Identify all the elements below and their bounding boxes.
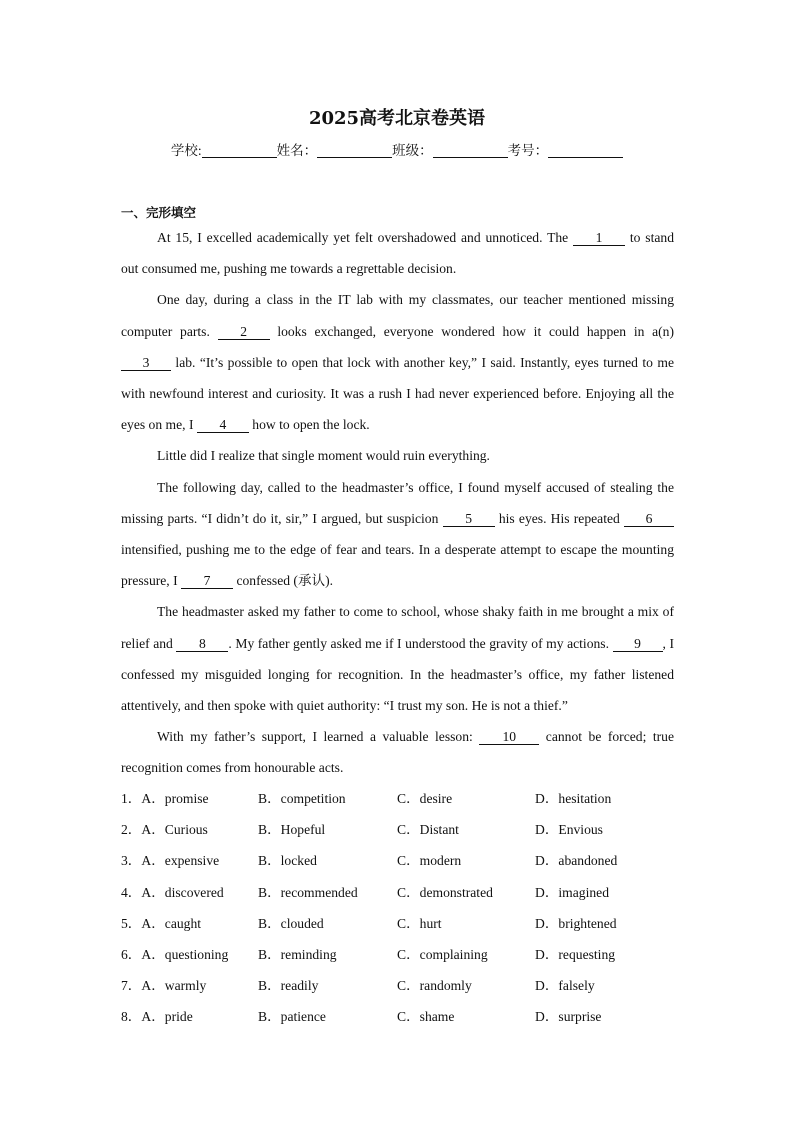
text: looks exchanged, everyone wondered how it could happen in a(n) — [277, 323, 674, 339]
option-d[interactable]: D．Envious — [535, 822, 603, 838]
text: With my father’s support, I learned a valuable lesson: — [157, 729, 473, 745]
option-c[interactable]: C．complaining — [397, 946, 488, 962]
school-label: 学校: — [170, 143, 202, 158]
option-a[interactable]: 2．A．Curious — [121, 822, 208, 838]
text: how to open the lock. — [252, 417, 370, 433]
blank-4: 4 — [197, 417, 249, 433]
option-b[interactable]: B．Hopeful — [258, 822, 326, 838]
section-title: 一、完形填空 — [121, 205, 197, 220]
option-c[interactable]: C．modern — [397, 853, 462, 869]
text: One day, during a class in the IT lab with my classmates, our teacher mentioned missing computer parts. — [121, 292, 674, 339]
option-b[interactable]: B．clouded — [258, 915, 324, 931]
question-4-options — [121, 877, 681, 908]
option-c[interactable]: C．randomly — [397, 978, 472, 994]
option-d[interactable]: D．hesitation — [535, 791, 612, 806]
option-a[interactable]: 1．A．promise — [121, 791, 209, 806]
option-c[interactable]: C．Distant — [397, 822, 459, 838]
exam-number-field[interactable] — [548, 143, 623, 158]
question-6-options — [121, 939, 681, 970]
text: confessed (承认). — [236, 573, 334, 589]
blank-9: 9 — [613, 636, 663, 652]
option-d[interactable]: D．abandoned — [535, 853, 618, 869]
option-b[interactable]: B．competition — [258, 791, 346, 806]
paragraph-5 — [121, 596, 674, 721]
paragraph-6 — [121, 721, 674, 783]
question-2-options — [121, 814, 681, 845]
option-d[interactable]: D．imagined — [535, 884, 609, 900]
text: lab. “It’s possible to open that lock with another key,” I said. Instantly, eyes turned to me with newfound interest and curiosity. It was a rush I had never experienced before. Enjoying all the eyes on me, I — [121, 354, 674, 433]
text: cannot be forced; true recognition comes from honourable acts. — [121, 729, 674, 776]
text: The headmaster asked my father to come to school, whose shaky faith in me brought a mix of relief and — [121, 604, 674, 651]
text: intensified, pushing me to the edge of fear and tears. In a desperate attempt to escape the mounting pressure, I — [121, 542, 674, 589]
option-a[interactable]: 4．A．discovered — [121, 884, 224, 900]
blank-7: 7 — [181, 573, 233, 589]
name-field[interactable] — [317, 143, 392, 158]
paragraph-4 — [121, 472, 674, 597]
option-a[interactable]: 7．A．warmly — [121, 978, 207, 994]
option-a[interactable]: 3．A．expensive — [121, 853, 220, 869]
option-b[interactable]: B．reminding — [258, 946, 337, 962]
class-label: 班级： — [392, 143, 433, 158]
option-d[interactable]: D．falsely — [535, 978, 595, 994]
option-b[interactable]: B．patience — [258, 1009, 326, 1025]
option-c[interactable]: C．shame — [397, 1009, 455, 1025]
blank-3: 3 — [121, 355, 171, 371]
question-7-options — [121, 970, 681, 1001]
question-8-options — [121, 1001, 681, 1032]
name-label: 姓名： — [276, 143, 318, 158]
school-field[interactable] — [202, 143, 277, 158]
blank-1: 1 — [573, 230, 625, 246]
student-info-row — [0, 139, 794, 159]
text: The following day, called to the headmaster’s office, I found myself accused of stealing the missing parts. “I didn’t do it, sir,” I argued, but suspicion — [121, 479, 674, 526]
paragraph-3: Little did I realize that single moment would ruin everything. — [157, 448, 490, 464]
text: . My father gently asked me if I understood the gravity of my actions. — [228, 635, 609, 651]
option-a[interactable]: 8．A．pride — [121, 1009, 193, 1025]
question-3-options — [121, 845, 681, 876]
option-d[interactable]: D．requesting — [535, 946, 616, 962]
option-a[interactable]: 5．A．caught — [121, 915, 202, 931]
page-title: 2025高考北京卷英语 — [308, 108, 486, 129]
question-5-options — [121, 908, 681, 939]
option-b[interactable]: B．recommended — [258, 884, 358, 900]
option-c[interactable]: C．hurt — [397, 915, 442, 931]
blank-10: 10 — [479, 729, 539, 745]
text: his eyes. His repeated — [498, 510, 620, 526]
paragraph-2 — [121, 284, 674, 440]
option-c[interactable]: C．desire — [397, 791, 453, 806]
cloze-passage — [121, 222, 674, 784]
class-field[interactable] — [433, 143, 508, 158]
option-d[interactable]: D．brightened — [535, 915, 617, 931]
exam-number-label: 考号： — [507, 143, 549, 158]
option-b[interactable]: B．locked — [258, 853, 317, 869]
paragraph-1 — [121, 222, 674, 284]
blank-2: 2 — [218, 324, 270, 340]
answer-options — [121, 783, 681, 1033]
option-d[interactable]: D．surprise — [535, 1009, 602, 1025]
text: , I confessed my misguided longing for recognition. In the headmaster’s office, my father listened attentively, and then spoke with quiet authority: “I trust my son. He is not a thief.” — [121, 635, 675, 714]
text: to stand out consumed me, pushing me towards a regrettable decision. — [121, 230, 674, 277]
blank-8: 8 — [176, 636, 228, 652]
blank-5: 5 — [443, 511, 495, 527]
option-b[interactable]: B．readily — [258, 978, 319, 994]
blank-6: 6 — [624, 511, 674, 527]
question-1-options — [121, 783, 681, 814]
option-a[interactable]: 6．A．questioning — [121, 946, 229, 962]
option-c[interactable]: C．demonstrated — [397, 884, 493, 900]
text: At 15, I excelled academically yet felt overshadowed and unnoticed. The — [157, 230, 569, 245]
